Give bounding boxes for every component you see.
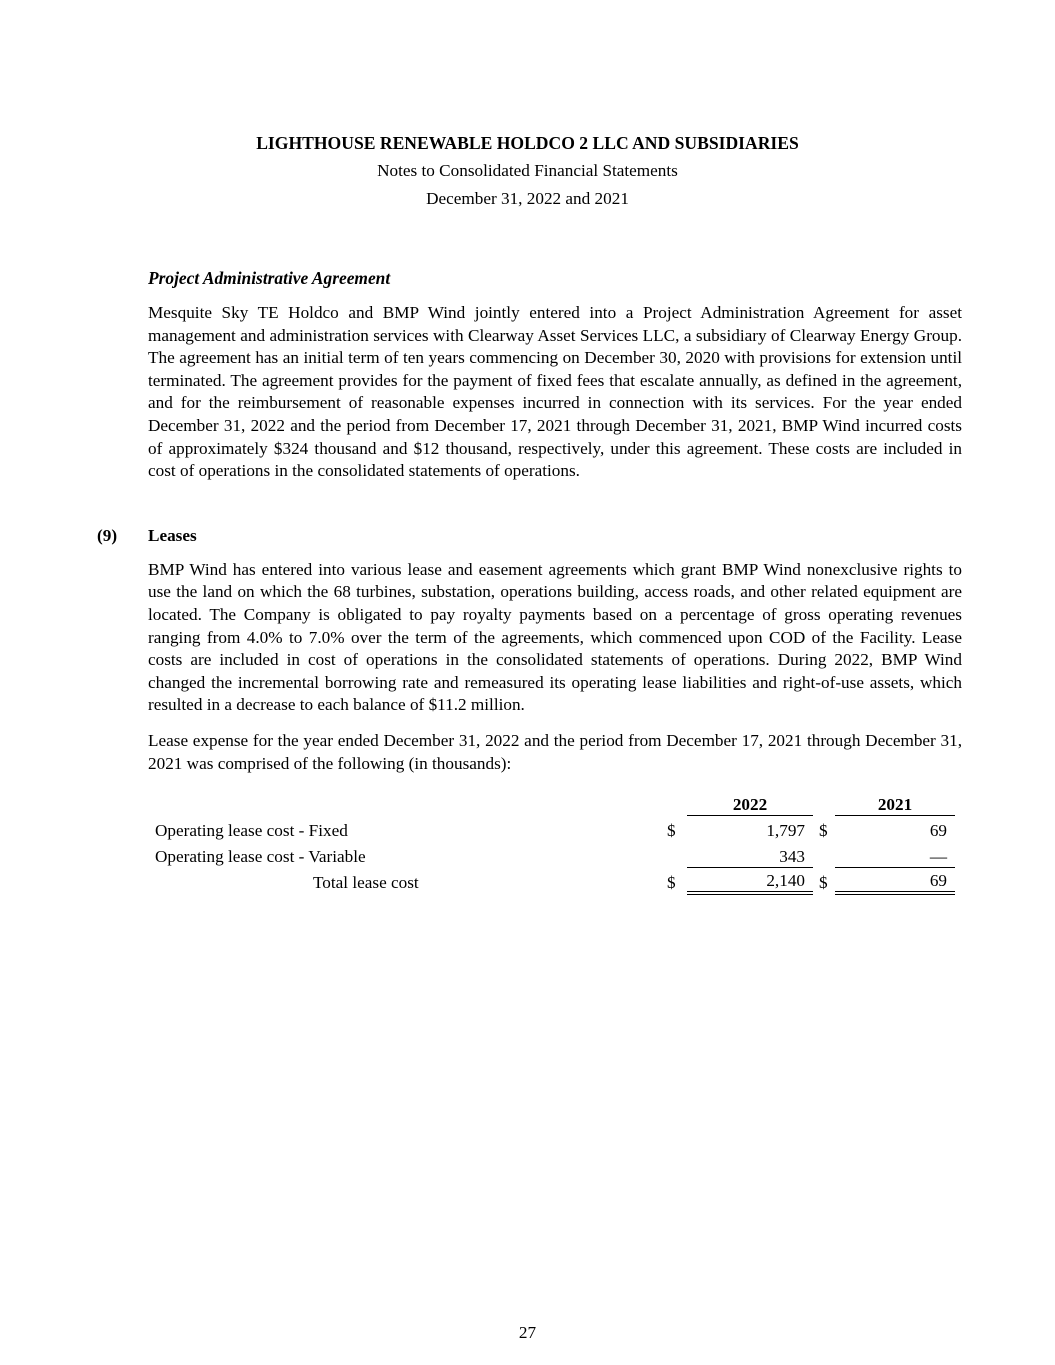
row-label: Total lease cost: [313, 873, 419, 893]
header-spacer: [665, 789, 687, 815]
column-header-2022: 2022: [687, 789, 813, 815]
currency-symbol: $: [667, 821, 676, 841]
document-header: [0, 0, 1055, 213]
value-2022: 343: [687, 841, 813, 867]
table-row-fixed: [155, 815, 955, 841]
currency-symbol: [665, 841, 687, 867]
table-row-total: [155, 867, 955, 893]
table-header-row: [155, 789, 955, 815]
leases-paragraph-2: Lease expense for the year ended December 31, 2022 and the period from December 17, 2021 through December 31, 2021 was comprised of the following (in thousands):: [148, 730, 962, 773]
value-2021: 69: [929, 821, 947, 841]
project-admin-paragraph: Mesquite Sky TE Holdco and BMP Wind jointly entered into a Project Administration Agreement for asset management and administration services with Clearway Asset Services LLC, a subsidiary of Clearway Energy Group. The agreement has an initial term of ten years commencing on December 30, 2020 with provisions for extension until terminated. The agreement provides for the payment of fixed fees that escalate annually, as defined in the agreement, and for the reimbursement of reasonable expenses incurred in connection with its services. For the year ended December 31, 2022 and the period from December 17, 2021 through December 31, 2021, BMP Wind incurred costs of approximately $324 thousand and $12 thousand, respectively, under this agreement. These costs are included in cost of operations in the consolidated statements of operations.: [148, 303, 962, 481]
value-2021: —: [835, 841, 955, 867]
section-heading-leases: [97, 526, 962, 546]
lease-expense-table: [155, 789, 955, 895]
currency-symbol: $: [819, 821, 828, 841]
value-2022: 1,797: [766, 821, 805, 841]
document-body: [97, 268, 962, 895]
section-heading-project-admin: Project Administrative Agreement: [148, 268, 391, 288]
section-number: (9): [97, 525, 118, 545]
page-number: 27: [518, 1323, 537, 1342]
header-spacer: [817, 789, 835, 815]
currency-symbol: [817, 841, 835, 867]
section-title: Leases: [148, 525, 197, 545]
company-title: LIGHTHOUSE RENEWABLE HOLDCO 2 LLC AND SUBSIDIARIES: [256, 133, 799, 153]
row-label: Operating lease cost - Variable: [155, 847, 366, 867]
value-2021: 69: [835, 867, 955, 893]
table-row-variable: [155, 841, 955, 867]
header-label-cell: [155, 789, 665, 815]
currency-symbol: $: [819, 873, 828, 893]
currency-symbol: $: [667, 873, 676, 893]
document-date-line: December 31, 2022 and 2021: [426, 189, 629, 208]
value-2022: 2,140: [687, 867, 813, 893]
column-header-2021: 2021: [835, 789, 955, 815]
leases-paragraph-1: BMP Wind has entered into various lease and easement agreements which grant BMP Wind nonexclusive rights to use the land on which the 68 turbines, substation, operations building, access roads, and other related equipment are located. The Company is obligated to pay royalty payments based on a percentage of gross operating revenues ranging from 4.0% to 7.0% over the term of the agreements, which commenced upon COD of the Facility. Lease costs are included in cost of operations in the consolidated statements of operations. During 2022, BMP Wind changed the incremental borrowing rate and remeasured its operating lease liabilities and right-of-use assets, which resulted in a decrease to each balance of $11.2 million.: [148, 559, 962, 715]
document-subtitle: Notes to Consolidated Financial Statements: [377, 161, 678, 180]
row-label: Operating lease cost - Fixed: [155, 821, 348, 841]
